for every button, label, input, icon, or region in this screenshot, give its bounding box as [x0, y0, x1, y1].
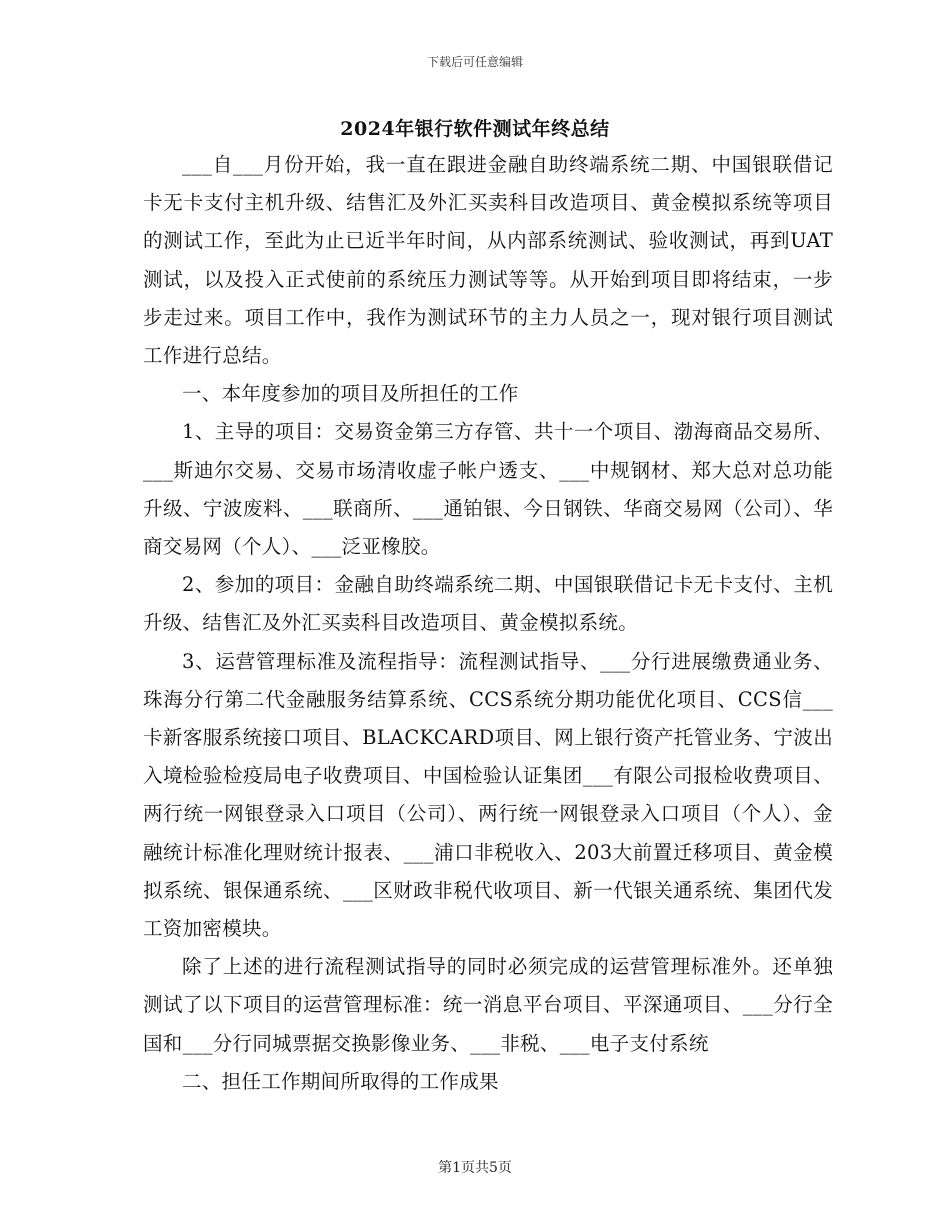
paragraph-intro: ___自___月份开始，我一直在跟进金融自助终端系统二期、中国银联借记卡无卡支付主机升级、结售汇及外汇买卖科目改造项目、黄金模拟系统等项目的测试工作，至此为止已近半年时间，从内部系统测试、验收测试，再到UAT测试，以及投入正式使前的系统压力测试等等。从开始到项目即将结束，一步步走过来。项目工作中，我作为测试环节的主力人员之一，现对银行项目测试工作进行总结。	[143, 153, 833, 368]
section-heading-2: 二、担任工作期间所取得的工作成果	[182, 1069, 499, 1093]
paragraph-additional-testing: 除了上述的进行流程测试指导的同时必须完成的运营管理标准外。还单独测试了以下项目的运营管理标准：统一消息平台项目、平深通项目、___分行全国和___分行同城票据交换影像业务、___非税、___电子支付系统	[143, 955, 833, 1055]
paragraph-participated-projects: 2、参加的项目：金融自助终端系统二期、中国银联借记卡无卡支付、主机升级、结售汇及外汇买卖科目改造项目、黄金模拟系统。	[143, 573, 833, 635]
header-note: 下载后可任意编辑	[426, 55, 523, 69]
section-heading-1: 一、本年度参加的项目及所担任的工作	[182, 382, 519, 406]
paragraph-operations-standards: 3、运营管理标准及流程指导：流程测试指导、___分行进展缴费通业务、珠海分行第二代金融服务结算系统、CCS系统分期功能优化项目、CCS信___卡新客服系统接口项目、BLACKCARD项目、网上银行资产托管业务、宁波出入境检验检疫局电子收费项目、中国检验认证集团___有限公司报检收费项目、两行统一网银登录入口项目（公司）、两行统一网银登录入口项目（个人）、金融统计标准化理财统计报表、___浦口非税收入、203大前置迁移项目、黄金模拟系统、银保通系统、___区财政非税代收项目、新一代银关通系统、集团代发工资加密模块。	[143, 649, 833, 941]
document-body	[143, 146, 833, 1101]
page-title: 2024年银行软件测试年终总结	[340, 118, 610, 140]
paragraph-led-projects: 1、主导的项目：交易资金第三方存管、共十一个项目、渤海商品交易所、___斯迪尔交易、交易市场清收虚子帐户透支、___中规钢材、郑大总对总功能升级、宁波废料、___联商所、___通铂银、今日钢铁、华商交易网（公司）、华商交易网（个人）、___泛亚橡胶。	[143, 420, 833, 559]
page-footer: 第1页共5页	[438, 1160, 512, 1176]
